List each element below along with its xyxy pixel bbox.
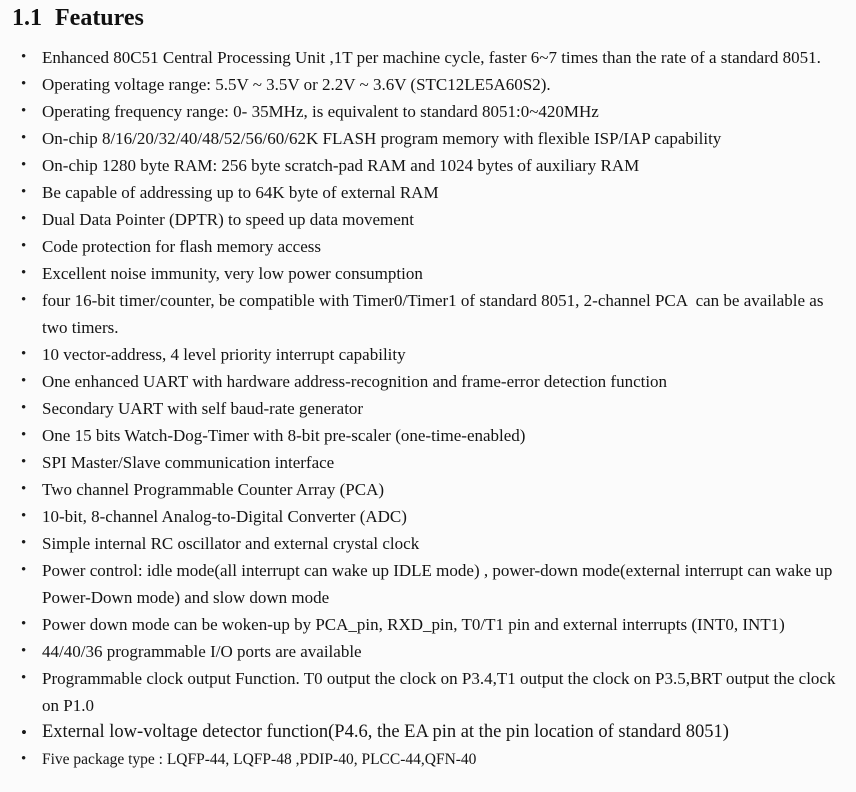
feature-text: 10-bit, 8-channel Analog-to-Digital Converter (ADC) [42,506,407,526]
feature-text: Power control: idle mode(all interrupt can wake up IDLE mode) , power-down mode(external interrupt can wake up Power-Down mode) and slow down mode [42,560,837,607]
feature-text: One enhanced UART with hardware address-recognition and frame-error detection function [42,371,668,391]
feature-item [12,206,848,233]
feature-text: On-chip 8/16/20/32/40/48/52/56/60/62K FLASH program memory with flexible ISP/IAP capability [42,128,722,148]
feature-item [12,746,848,773]
feature-item [12,422,848,449]
feature-text: External low-voltage detector function(P4.6, the EA pin at the pin location of standard 8051) [42,721,729,742]
feature-text: Operating frequency range: 0- 35MHz, is equivalent to standard 8051:0~420MHz [42,101,599,121]
feature-item [12,179,848,206]
feature-item [12,395,848,422]
feature-item [12,287,848,341]
features-list [12,44,848,773]
feature-text: Secondary UART with self baud-rate generator [42,398,364,418]
feature-item [12,44,848,71]
feature-text: On-chip 1280 byte RAM: 256 byte scratch-pad RAM and 1024 bytes of auxiliary RAM [42,155,640,175]
feature-text: Enhanced 80C51 Central Processing Unit ,1T per machine cycle, faster 6~7 times than the rate of a standard 8051. [42,47,821,67]
feature-item [12,449,848,476]
feature-text: Excellent noise immunity, very low power consumption [42,263,423,283]
feature-text: Operating voltage range: 5.5V ~ 3.5V or 2.2V ~ 3.6V (STC12LE5A60S2). [42,74,551,94]
feature-text: One 15 bits Watch-Dog-Timer with 8-bit pre-scaler (one-time-enabled) [42,425,526,445]
feature-text: Programmable clock output Function. T0 output the clock on P3.4,T1 output the clock on P3.5,BRT output the clock on P1.0 [42,668,840,715]
feature-item [12,152,848,179]
feature-item [12,665,848,719]
feature-text: Five package type : LQFP-44, LQFP-48 ,PDIP-40, PLCC-44,QFN-40 [42,750,477,768]
feature-item [12,368,848,395]
feature-item [12,98,848,125]
feature-text: Power down mode can be woken-up by PCA_pin, RXD_pin, T0/T1 pin and external interrupts (INT0, INT1) [42,614,785,634]
feature-item [12,341,848,368]
feature-item [12,719,848,746]
feature-item [12,611,848,638]
feature-item [12,260,848,287]
feature-text: Two channel Programmable Counter Array (PCA) [42,479,385,499]
section-number: 1.1 [12,5,42,31]
feature-item [12,233,848,260]
feature-text: 44/40/36 programmable I/O ports are available [42,641,362,661]
feature-item [12,557,848,611]
feature-item [12,125,848,152]
section-heading [12,4,848,33]
feature-text: SPI Master/Slave communication interface [42,452,335,472]
feature-text: four 16-bit timer/counter, be compatible with Timer0/Timer1 of standard 8051, 2-channel PCA can be available as two timers. [42,290,828,337]
feature-item [12,530,848,557]
feature-text: Code protection for flash memory access [42,236,321,256]
feature-text: Dual Data Pointer (DPTR) to speed up data movement [42,209,415,229]
feature-item [12,503,848,530]
section-title: Features [55,5,144,31]
feature-text: Be capable of addressing up to 64K byte of external RAM [42,182,439,202]
feature-text: Simple internal RC oscillator and external crystal clock [42,533,420,553]
feature-item [12,476,848,503]
feature-item [12,638,848,665]
feature-item [12,71,848,98]
feature-text: 10 vector-address, 4 level priority interrupt capability [42,344,406,364]
